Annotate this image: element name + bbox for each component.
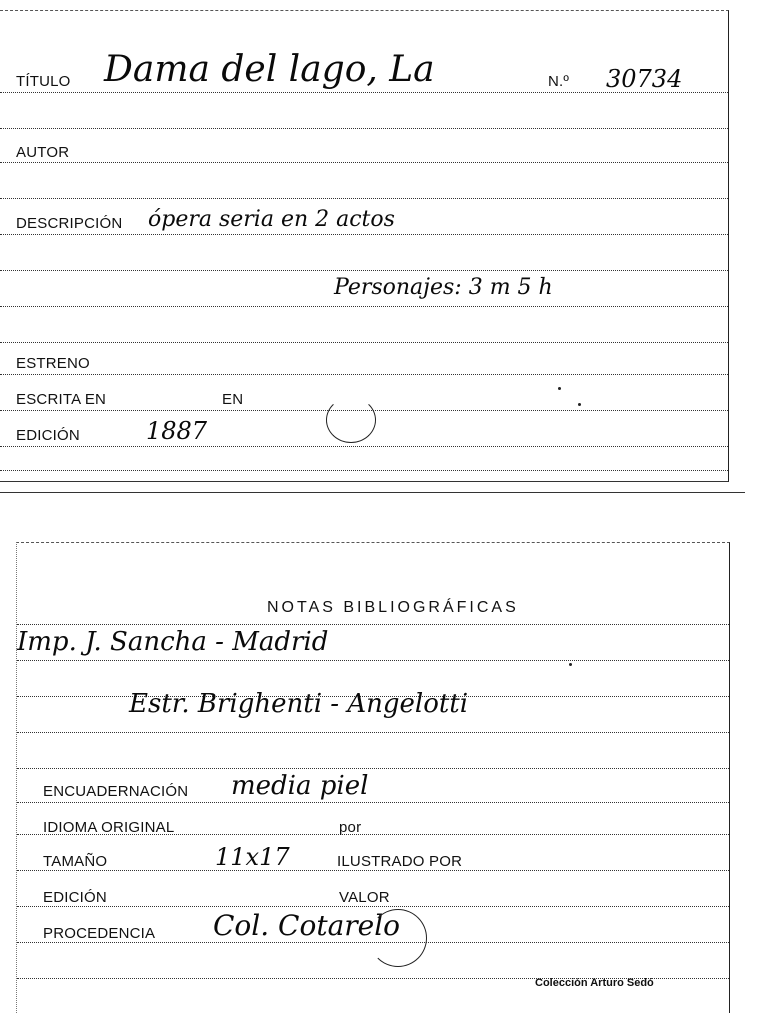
- back-edicion-label: EDICIÓN: [43, 889, 107, 906]
- notas-heading: NOTAS BIBLIOGRÁFICAS: [267, 599, 519, 616]
- catalog-card-front: [0, 10, 729, 482]
- tamano-label: TAMAÑO: [43, 853, 108, 870]
- encuadernacion-label: ENCUADERNACIÓN: [43, 783, 189, 800]
- descripcion-value: ópera seria en 2 actos: [148, 207, 395, 232]
- titulo-label: TÍTULO: [16, 73, 71, 90]
- tamano-value: 11x17: [215, 843, 290, 871]
- rule-line: [0, 305, 728, 307]
- catalog-card-back: [16, 542, 730, 1013]
- rule-line: [0, 269, 728, 271]
- procedencia-label: PROCEDENCIA: [43, 925, 156, 942]
- rule-line: [0, 445, 728, 447]
- por-label: por: [339, 819, 362, 836]
- rule-line: [17, 801, 729, 803]
- note-line-1: Imp. J. Sancha - Madrid: [17, 627, 329, 657]
- rule-line: [0, 233, 728, 235]
- idioma-label: IDIOMA ORIGINAL: [43, 819, 175, 836]
- estreno-label: ESTRENO: [16, 355, 90, 372]
- encuadernacion-value: media piel: [231, 771, 369, 801]
- rule-line: [0, 341, 728, 343]
- ink-speck: [569, 663, 572, 666]
- autor-label: AUTOR: [16, 144, 70, 161]
- rule-line: [0, 373, 728, 375]
- rule-line: [17, 659, 729, 661]
- en-label: EN: [222, 391, 244, 408]
- ink-speck: [578, 403, 581, 406]
- ilustrado-label: ILUSTRADO POR: [337, 853, 463, 870]
- rule-line: [17, 731, 729, 733]
- ink-speck: [558, 387, 561, 390]
- card-separator: [0, 492, 745, 493]
- descripcion-label: DESCRIPCIÓN: [16, 215, 123, 232]
- personajes-value: Personajes: 3 m 5 h: [334, 275, 553, 300]
- collection-footer: Colección Arturo Sedó: [535, 977, 654, 989]
- rule-line: [0, 127, 728, 129]
- procedencia-value: Col. Cotarelo: [213, 909, 401, 942]
- numero-value: 30734: [606, 65, 683, 93]
- numero-label: N.º: [548, 73, 570, 90]
- rule-line: [17, 623, 729, 625]
- titulo-value: Dama del lago, La: [104, 49, 435, 90]
- edicion-label: EDICIÓN: [16, 427, 80, 444]
- rule-line: [0, 469, 728, 471]
- rule-line: [0, 197, 728, 199]
- rule-line: [0, 161, 728, 163]
- rule-line: [17, 767, 729, 769]
- edicion-value: 1887: [146, 417, 208, 445]
- escrita-en-label: ESCRITA EN: [16, 391, 107, 408]
- punch-hole-mark: [326, 397, 376, 443]
- valor-label: VALOR: [339, 889, 390, 906]
- punch-hole-mark: [369, 909, 427, 967]
- note-line-2: Estr. Brighenti - Angelotti: [129, 689, 469, 719]
